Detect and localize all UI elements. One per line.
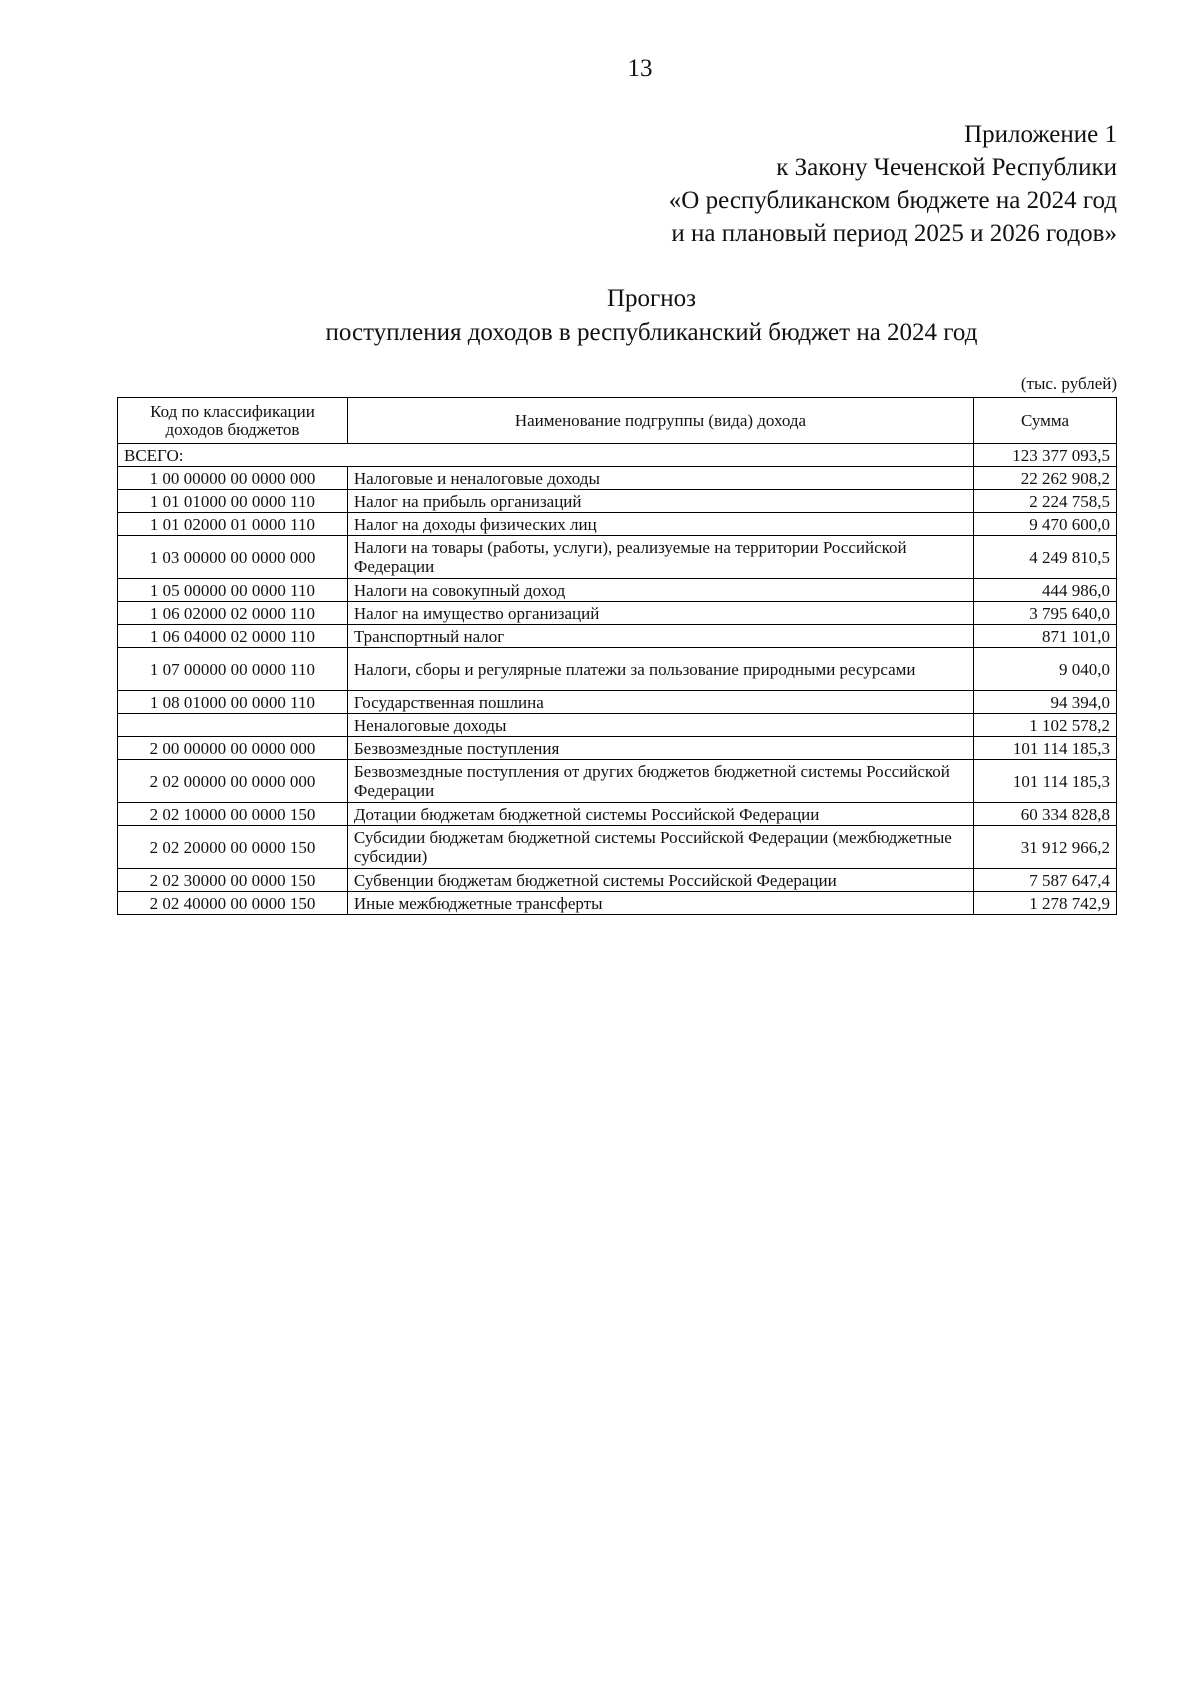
sum-cell: 7 587 647,4 (974, 869, 1117, 892)
page-number: 13 (627, 55, 653, 82)
appendix-line-2: к Закону Чеченской Республики (776, 154, 1117, 181)
code-cell: 1 05 00000 00 0000 110 (118, 579, 348, 602)
name-cell: Дотации бюджетам бюджетной системы Российской Федерации (347, 803, 973, 826)
sum-cell: 9 040,0 (974, 648, 1117, 691)
name-cell: Безвозмездные поступления (347, 737, 973, 760)
code-cell: 1 03 00000 00 0000 000 (118, 536, 348, 579)
title-line-2: поступления доходов в республиканский бюджет на 2024 год (325, 319, 978, 346)
name-cell: Субвенции бюджетам бюджетной системы Российской Федерации (347, 869, 973, 892)
name-cell: Иные межбюджетные трансферты (347, 892, 973, 915)
document-title (120, 282, 1183, 350)
code-cell: 1 08 01000 00 0000 110 (118, 691, 348, 714)
sum-cell: 2 224 758,5 (974, 490, 1117, 513)
sum-cell: 1 102 578,2 (974, 714, 1117, 737)
code-cell: 1 00 00000 00 0000 000 (118, 467, 348, 490)
appendix-line-4: и на плановый период 2025 и 2026 годов» (671, 220, 1117, 247)
code-cell: 2 02 40000 00 0000 150 (118, 892, 348, 915)
sum-cell: 4 249 810,5 (974, 536, 1117, 579)
name-cell: Налоги на товары (работы, услуги), реализуемые на территории Российской Федерации (347, 536, 973, 579)
sum-cell: 94 394,0 (974, 691, 1117, 714)
code-cell: 2 02 30000 00 0000 150 (118, 869, 348, 892)
sum-cell: 101 114 185,3 (974, 737, 1117, 760)
sum-cell: 31 912 966,2 (974, 826, 1117, 869)
code-cell (118, 714, 348, 737)
name-cell: Безвозмездные поступления от других бюджетов бюджетной системы Российской Федерации (347, 760, 973, 803)
name-cell: Государственная пошлина (347, 691, 973, 714)
total-row (118, 444, 1117, 467)
name-cell: Налог на доходы физических лиц (347, 513, 973, 536)
table-row (118, 760, 1117, 803)
sum-cell: 1 278 742,9 (974, 892, 1117, 915)
header-name: Наименование подгруппы (вида) дохода (347, 398, 973, 444)
table-header-row (118, 398, 1117, 444)
code-cell: 1 06 02000 02 0000 110 (118, 602, 348, 625)
name-cell: Субсидии бюджетам бюджетной системы Российской Федерации (межбюджетные субсидии) (347, 826, 973, 869)
name-cell: Налог на прибыль организаций (347, 490, 973, 513)
table-row (118, 714, 1117, 737)
sum-cell: 9 470 600,0 (974, 513, 1117, 536)
name-cell: Налоги, сборы и регулярные платежи за пользование природными ресурсами (347, 648, 973, 691)
table-row (118, 648, 1117, 691)
sum-cell: 22 262 908,2 (974, 467, 1117, 490)
sum-cell: 101 114 185,3 (974, 760, 1117, 803)
sum-cell: 3 795 640,0 (974, 602, 1117, 625)
sum-cell: 60 334 828,8 (974, 803, 1117, 826)
table-row (118, 826, 1117, 869)
table-row (118, 737, 1117, 760)
header-code: Код по классификации доходов бюджетов (118, 398, 348, 444)
table-row (118, 625, 1117, 648)
table-row (118, 803, 1117, 826)
sum-cell: 444 986,0 (974, 579, 1117, 602)
name-cell: Налоги на совокупный доход (347, 579, 973, 602)
name-cell: Налог на имущество организаций (347, 602, 973, 625)
code-cell: 1 06 04000 02 0000 110 (118, 625, 348, 648)
units-note: (тыс. рублей) (1020, 374, 1117, 393)
table-row (118, 869, 1117, 892)
name-cell: Налоговые и неналоговые доходы (347, 467, 973, 490)
appendix-heading (669, 118, 1117, 250)
appendix-line-3: «О республиканском бюджете на 2024 год (668, 187, 1117, 214)
appendix-line-1: Приложение 1 (964, 121, 1117, 148)
code-cell: 2 00 00000 00 0000 000 (118, 737, 348, 760)
header-sum: Сумма (974, 398, 1117, 444)
table-row (118, 467, 1117, 490)
code-cell: 2 02 10000 00 0000 150 (118, 803, 348, 826)
code-cell: 1 01 02000 01 0000 110 (118, 513, 348, 536)
table-row (118, 536, 1117, 579)
total-label: ВСЕГО: (118, 444, 974, 467)
sum-cell: 871 101,0 (974, 625, 1117, 648)
total-sum: 123 377 093,5 (974, 444, 1117, 467)
title-line-1: Прогноз (606, 285, 697, 312)
revenue-table (117, 397, 1117, 915)
table-row (118, 513, 1117, 536)
table-row (118, 602, 1117, 625)
code-cell: 1 07 00000 00 0000 110 (118, 648, 348, 691)
code-cell: 1 01 01000 00 0000 110 (118, 490, 348, 513)
table-row (118, 892, 1117, 915)
name-cell: Неналоговые доходы (347, 714, 973, 737)
table-row (118, 579, 1117, 602)
name-cell: Транспортный налог (347, 625, 973, 648)
table-row (118, 490, 1117, 513)
code-cell: 2 02 20000 00 0000 150 (118, 826, 348, 869)
table-row (118, 691, 1117, 714)
code-cell: 2 02 00000 00 0000 000 (118, 760, 348, 803)
